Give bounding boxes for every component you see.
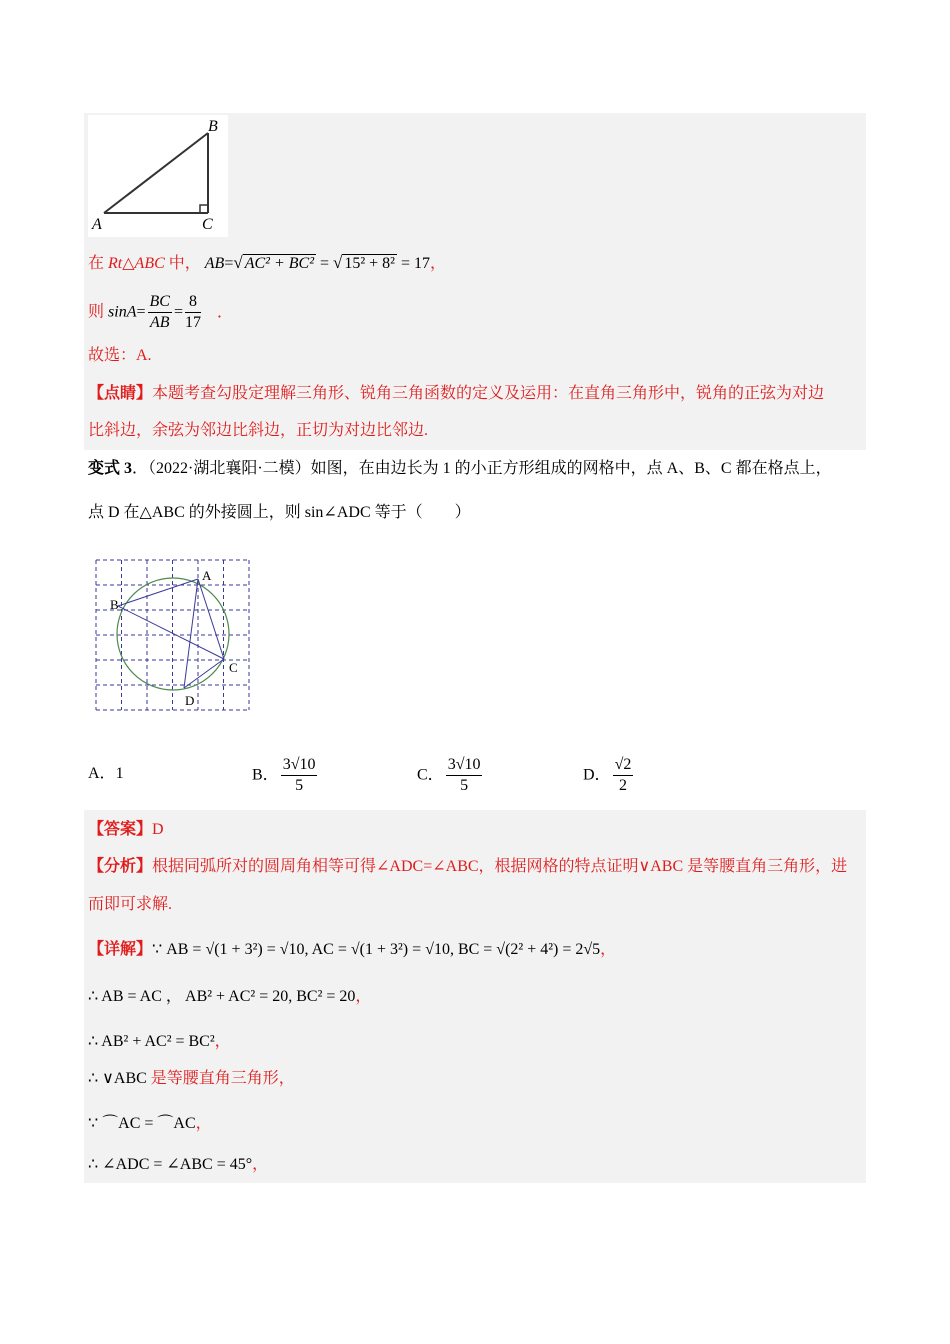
- text: ．（2022·湖北襄阳·二模）如图，在由边长为 1 的小正方形组成的网格中，点 A、B、C 都在格点上，: [132, 460, 832, 477]
- text: ，: [355, 988, 372, 1005]
- option-b[interactable]: [252, 755, 319, 796]
- detail-line-6: [88, 1155, 268, 1175]
- math: =: [224, 255, 234, 272]
- math: ∴ AB = AC ， AB² + AC² = 20, BC² = 20: [88, 988, 356, 1005]
- text: △ABC: [122, 255, 165, 272]
- text: 中，: [164, 255, 201, 272]
- option-letter: C．: [417, 766, 444, 784]
- answer-tag: 【答案】: [88, 821, 153, 838]
- answer-value: D: [152, 821, 164, 838]
- analysis-line-1: [88, 857, 847, 877]
- text: 根据同弧所对的圆周角相等可得∠ADC=∠ABC，根据网格的特点证明∨ABC 是等腰直角三角形，进: [152, 858, 848, 875]
- detail-tag: 【详解】: [88, 941, 153, 958]
- detail-line-5: [88, 1114, 212, 1134]
- den: 17: [184, 314, 201, 331]
- math: ∴ ∨ABC: [88, 1070, 147, 1087]
- text: ，: [600, 941, 617, 958]
- note-tag: 【点睛】: [88, 385, 153, 402]
- option-text: 1: [115, 765, 124, 782]
- text: ，: [252, 1156, 269, 1173]
- den: 2: [618, 777, 627, 794]
- solution-line-3: 故选：A.: [88, 347, 152, 364]
- triangle-label-c: C: [202, 216, 213, 233]
- answer-line: [88, 820, 164, 840]
- grid-circle-figure: [94, 558, 254, 713]
- note-line-1: [88, 384, 824, 404]
- math: ∴ AB² + AC² = BC²: [88, 1033, 215, 1050]
- text: 是等腰直角三角形，: [146, 1070, 295, 1087]
- grid-label-a: A: [202, 568, 212, 583]
- text: ．: [216, 303, 233, 321]
- math: = 17: [400, 255, 431, 272]
- option-letter: D．: [583, 766, 611, 784]
- den: 5: [460, 777, 469, 794]
- option-letter: A．: [88, 765, 116, 782]
- den: 5: [295, 777, 304, 794]
- analysis-line-2: 而即可求解.: [88, 896, 173, 913]
- text: ，: [430, 255, 447, 272]
- detail-line-4: [88, 1069, 295, 1089]
- problem-line-1: [88, 459, 832, 479]
- grid-label-b: B: [110, 597, 119, 612]
- option-d[interactable]: [583, 755, 635, 796]
- num: 3√10: [281, 755, 318, 776]
- math: ∵ ⌒AC = ⌒AC: [88, 1115, 196, 1132]
- num: 3√10: [446, 755, 483, 776]
- text: ，: [214, 1033, 231, 1050]
- num: √2: [613, 755, 634, 776]
- num: 8: [185, 292, 201, 313]
- detail-line-1: [88, 940, 616, 960]
- math: ∴ ∠ADC = ∠ABC = 45°: [88, 1156, 253, 1173]
- analysis-tag: 【分析】: [88, 858, 153, 875]
- option-letter: B．: [252, 766, 279, 784]
- fraction-8-17: [185, 292, 201, 333]
- option-c[interactable]: [417, 755, 484, 796]
- math: sinA: [108, 303, 137, 321]
- right-triangle-figure: [88, 115, 228, 237]
- option-a[interactable]: [88, 764, 124, 784]
- problem-title: 变式 3: [88, 460, 133, 477]
- solution-line-1: 在 Rt△ABC 中， AB=√ AC² + BC² = √ 15² + 8² = 17，: [88, 253, 447, 272]
- fraction-bc-ab: [148, 292, 172, 333]
- text: 在: [88, 255, 109, 272]
- triangle-label-a: A: [92, 216, 102, 233]
- text: Rt: [108, 255, 123, 272]
- triangle-label-b: B: [208, 118, 218, 135]
- num: BC: [148, 292, 172, 313]
- math: AB: [204, 255, 225, 272]
- grid-label-c: C: [229, 660, 238, 675]
- note-line-2: 比斜边，余弦为邻边比斜边，正切为对边比邻边.: [88, 422, 429, 439]
- detail-line-2: [88, 987, 371, 1007]
- math: 15² + 8²: [344, 255, 395, 272]
- solution-line-2: 则 sinA= $\frac{BC}{AB}$ = $\frac{8}{17}$ ．: [88, 293, 233, 331]
- problem-line-2: 点 D 在△ABC 的外接圆上，则 sin∠ADC 等于（ ）: [88, 504, 471, 521]
- math: ∵ AB = √(1 + 3²) = √10, AC = √(1 + 3²) = √10, BC = √(2² + 4²) = 2√5: [152, 941, 601, 958]
- den: AB: [149, 314, 170, 331]
- text: ，: [195, 1115, 212, 1132]
- detail-line-3: [88, 1032, 231, 1052]
- grid-label-d: D: [185, 693, 195, 708]
- math: AC² + BC²: [244, 255, 314, 272]
- text: 则: [88, 303, 109, 321]
- text: 本题考查勾股定理解三角形、锐角三角函数的定义及运用：在直角三角形中，锐角的正弦为对边: [152, 385, 825, 402]
